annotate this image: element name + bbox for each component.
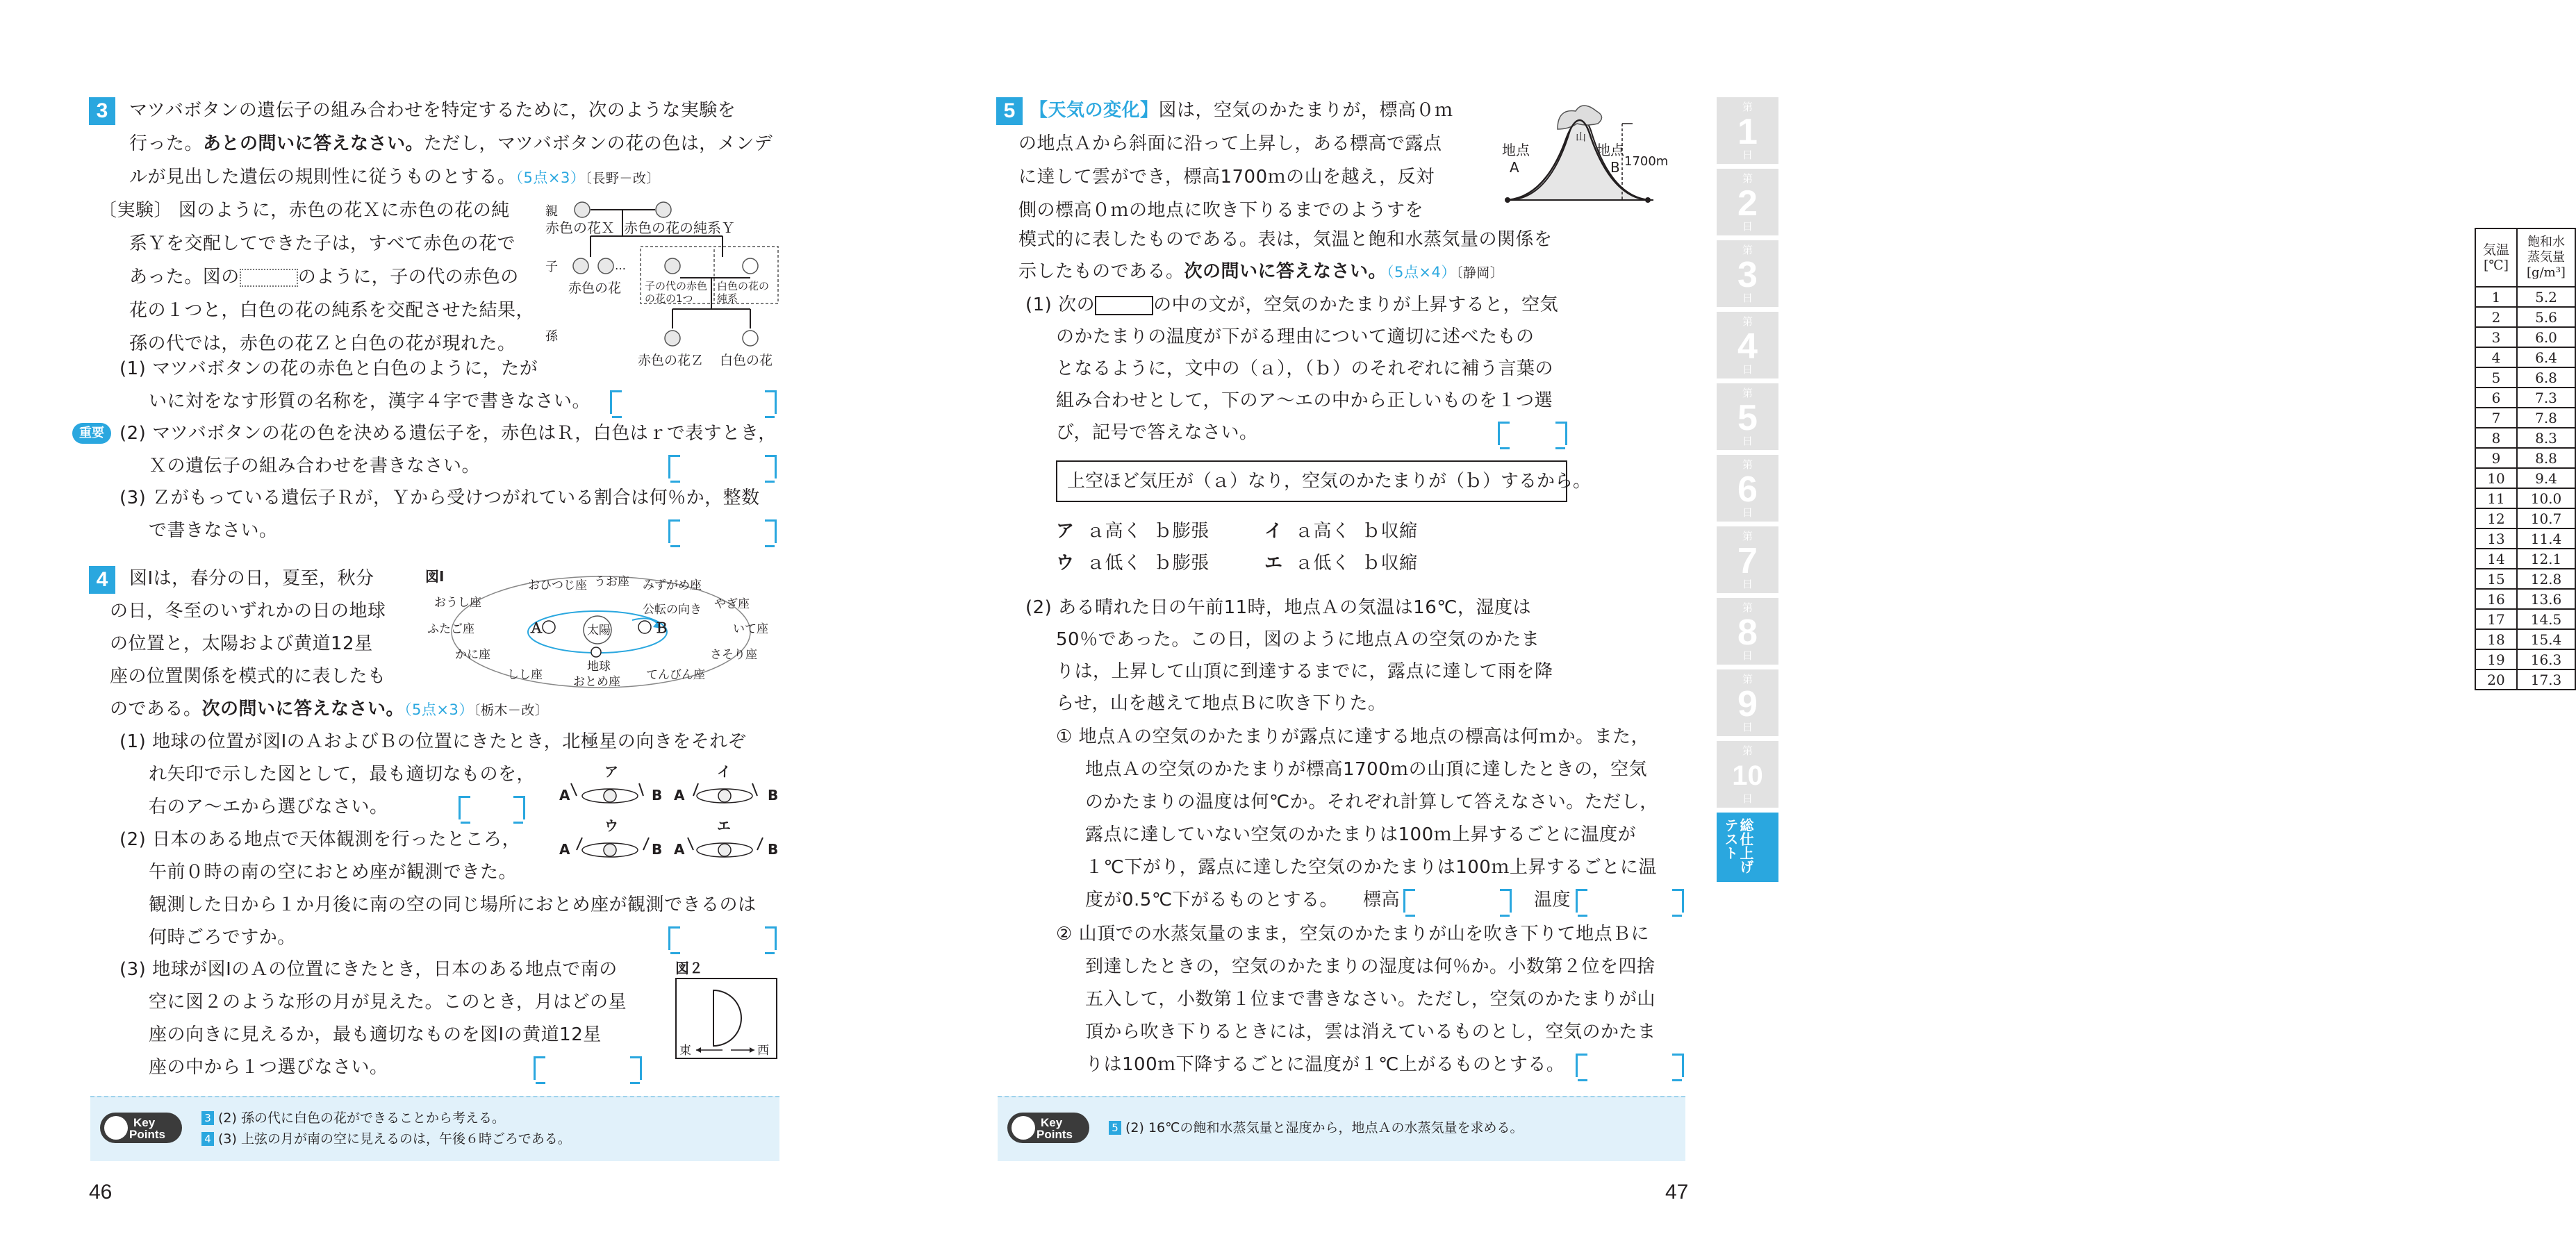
q3-line-1: マツバボタンの遺伝子の組み合わせを特定するために，次のような実験を <box>129 100 736 121</box>
tab-number: 3 <box>1737 255 1758 295</box>
cell-temperature: 5 <box>2475 367 2517 388</box>
saturation-table <box>2475 228 2576 690</box>
tab-number: 10 <box>1732 760 1763 791</box>
choice-i: イ ａ高く ｂ収縮 <box>1264 521 1418 542</box>
label-ondo: 温度 <box>1534 890 1571 910</box>
answer-box-q4-2[interactable] <box>668 926 777 950</box>
q5-sub1-line2: のかたまりの温度が下がる理由について適切に述べたもの <box>1056 326 1535 347</box>
left-page <box>0 0 889 1257</box>
tab-day-6[interactable] <box>1717 455 1778 522</box>
tab-bottom: 日 <box>1742 435 1753 447</box>
svg-text:地点: 地点 <box>1596 142 1624 158</box>
tab-top: 第 <box>1742 745 1753 757</box>
svg-text:A: A <box>559 841 570 858</box>
q3-exp-2: 系Ｙを交配してできた子は，すべて赤色の花で <box>129 233 515 254</box>
svg-text:図Ⅰ: 図Ⅰ <box>425 568 445 585</box>
q3-exp-3: あった。図の のように，子の代の赤色の <box>129 267 519 288</box>
svg-text:ア: ア <box>604 763 618 780</box>
choice-a: ア ａ高く ｂ膨張 <box>1056 521 1209 542</box>
q5-line-1: 【天気の変化】図は，空気のかたまりが，標高０ｍ <box>1030 100 1453 121</box>
cell-saturation: 15.4 <box>2517 629 2575 649</box>
svg-text:うお座: うお座 <box>594 575 629 589</box>
tab-day-7[interactable] <box>1717 526 1778 593</box>
cell-saturation: 6.4 <box>2517 347 2575 367</box>
svg-text:おひつじ座: おひつじ座 <box>528 578 587 592</box>
svg-text:ウ: ウ <box>604 817 618 834</box>
svg-text:いて座: いて座 <box>733 622 768 636</box>
q4-sub1-line3: 右のア～エから選びなさい。 <box>149 797 388 817</box>
tab-top: 第 <box>1742 531 1753 542</box>
cell-saturation: 9.4 <box>2517 468 2575 488</box>
key-points-badge-right: Key Points <box>1007 1113 1089 1143</box>
tab-day-4[interactable] <box>1717 312 1778 378</box>
q5-sub2-2-line2: 到達したときの，空気のかたまりの湿度は何％か。小数第２位を四捨 <box>1085 956 1656 977</box>
tab-bottom: 日 <box>1742 292 1753 304</box>
answer-box-humidity[interactable] <box>1576 1054 1684 1077</box>
answer-box-elevation[interactable] <box>1403 889 1512 913</box>
table-header-vapor: 飽和水 蒸気量 [g/m³] <box>2517 228 2575 287</box>
cell-saturation: 8.3 <box>2517 428 2575 448</box>
keypoint-4: (3) 上弦の月が南の空に見えるのは，午後６時ごろである。 <box>218 1131 571 1147</box>
answer-box-q4-1[interactable] <box>459 796 525 819</box>
tab-bottom: 日 <box>1742 507 1753 519</box>
tab-top: 第 <box>1742 602 1753 614</box>
svg-text:さそり座: さそり座 <box>710 648 757 662</box>
cell-saturation: 7.8 <box>2517 408 2575 428</box>
svg-text:A: A <box>1510 159 1519 176</box>
cell-saturation: 10.7 <box>2517 508 2575 528</box>
q4-sub1-line1: (1) 地球の位置が図ⅠのＡおよびＢの位置にきたとき，北極星の向きをそれぞ <box>119 731 747 752</box>
table-row <box>2475 549 2575 569</box>
tab-top: 第 <box>1742 316 1753 328</box>
table-row <box>2475 649 2575 669</box>
q4-sub1-line2: れ矢印で示した図として，最も適切なものを， <box>149 764 535 785</box>
page-number-right: 47 <box>1665 1181 1689 1204</box>
tab-bottom: 日 <box>1742 221 1753 233</box>
tab-day-2[interactable] <box>1717 169 1778 235</box>
table-row <box>2475 408 2575 428</box>
page-number-left: 46 <box>89 1181 113 1204</box>
svg-text:東: 東 <box>679 1044 691 1058</box>
q3-sub3-line2: で書きなさい。 <box>149 520 278 541</box>
svg-text:B: B <box>1610 159 1620 176</box>
svg-text:地点: 地点 <box>1502 142 1530 158</box>
cell-saturation: 6.8 <box>2517 367 2575 388</box>
q4-sub3-line1: (3) 地球が図ⅠのＡの位置にきたとき，日本のある地点で南の <box>119 959 618 980</box>
q5-sub2-line1: (2) ある晴れた日の午前11時，地点Ａの気温は16℃，湿度は <box>1025 597 1531 618</box>
q3-line-3: ルが見出した遺伝の規則性に従うものとする。（5点×3）〔長野－改〕 <box>129 167 660 188</box>
tab-number: 8 <box>1737 613 1758 653</box>
table-row <box>2475 508 2575 528</box>
q5-sub2-2-line5: りは100ｍ下降するごとに温度が１℃上がるものとする。 <box>1085 1054 1565 1075</box>
table-row <box>2475 569 2575 589</box>
q5-sub2-2-line4: 頂から吹き下りるときには，雲は消えているものとし，空気のかたま <box>1085 1022 1656 1042</box>
q5-sub2-1-line3: のかたまりの温度は何℃か。それぞれ計算して答えなさい。ただし， <box>1085 792 1658 813</box>
table-row <box>2475 307 2575 327</box>
svg-text:てんびん座: てんびん座 <box>646 668 705 682</box>
question-5-number: 5 <box>996 97 1023 125</box>
tab-bottom: 日 <box>1742 722 1753 733</box>
q4-line-4: 座の位置関係を模式的に表したも <box>110 666 386 687</box>
tab-day-1[interactable] <box>1717 97 1778 164</box>
important-badge: 重要 <box>72 423 111 444</box>
q5-line-5: 模式的に表したものである。表は，気温と飽和水蒸気量の関係を <box>1018 229 1553 250</box>
tab-number: 5 <box>1737 398 1758 438</box>
cell-temperature: 8 <box>2475 428 2517 448</box>
svg-text:…: … <box>615 259 626 272</box>
q4-line-2: の日，冬至のいずれかの日の地球 <box>110 601 386 622</box>
cell-temperature: 1 <box>2475 287 2517 307</box>
svg-text:子の代の赤色: 子の代の赤色 <box>645 280 708 292</box>
cell-temperature: 18 <box>2475 629 2517 649</box>
q3-exp-5: 孫の代では，赤色の花Ｚと白色の花が現れた。 <box>129 333 516 354</box>
zodiac-diagram <box>424 566 785 694</box>
statement-box: 上空ほど気圧が（ａ）なり，空気のかたまりが（ｂ）するから。 <box>1056 460 1567 502</box>
q5-sub1-line4: 組み合わせとして，下のア～エの中から正しいものを１つ選 <box>1056 390 1553 411</box>
svg-text:A: A <box>674 787 685 804</box>
key-points-box-right: Key Points 5 (2) 16℃の飽和水蒸気量と湿度から，地点Ａの水蒸気量を求める。 <box>998 1096 1685 1161</box>
q5-sub2-line2: 50％であった。この日，図のように地点Ａの空気のかたま <box>1056 629 1540 650</box>
svg-text:公転の向き: 公転の向き <box>643 603 702 617</box>
label-ko: 子 <box>545 260 558 274</box>
right-page <box>889 0 2566 1257</box>
q5-line-3: に達して雲ができ，標高1700ｍの山を越え，反対 <box>1018 167 1435 188</box>
q4-sub3-line2: 空に図２のような形の月が見えた。このとき，月はどの星 <box>149 992 627 1013</box>
table-row <box>2475 367 2575 388</box>
tab-number: 4 <box>1737 326 1758 367</box>
svg-text:B: B <box>768 787 779 804</box>
q5-sub2-2-line3: 五入して，小数第１位まで書きなさい。ただし，空気のかたまりが山 <box>1085 989 1656 1010</box>
q5-line-2: の地点Ａから斜面に沿って上昇し，ある標高で露点 <box>1018 133 1442 154</box>
label-red-flowers: 赤色の花 <box>568 281 622 296</box>
key-points-box: Key Points 3 (2) 孫の代に白色の花ができることから考える。 4 (3) 上弦の月が南の空に見えるのは，午後６時ごろである。 <box>90 1096 779 1161</box>
svg-text:純系: 純系 <box>717 292 738 305</box>
table-row <box>2475 488 2575 508</box>
north-star-options <box>556 763 785 867</box>
cell-saturation: 7.3 <box>2517 388 2575 408</box>
tab-day-9[interactable] <box>1717 669 1778 736</box>
q5-sub2-1-line4: 露点に達していない空気のかたまりは100ｍ上昇するごとに温度が <box>1085 824 1637 845</box>
svg-text:やぎ座: やぎ座 <box>714 597 750 611</box>
q3-line-2: 行った。あとの問いに答えなさい。ただし，マツバボタンの花の色は，メンデ <box>129 133 773 154</box>
q5-line-6: 示したものである。次の問いに答えなさい。（5点×4）〔静岡〕 <box>1018 261 1504 282</box>
cell-temperature: 16 <box>2475 589 2517 609</box>
svg-text:B: B <box>652 841 663 858</box>
label-y: 赤色の花の純系Ｙ <box>624 219 735 236</box>
svg-text:ふたご座: ふたご座 <box>427 622 474 636</box>
label-x: 赤色の花Ｘ <box>545 219 615 236</box>
tab-number: 9 <box>1737 684 1758 724</box>
svg-text:の花の1つ: の花の1つ <box>645 292 693 305</box>
cell-saturation: 11.4 <box>2517 528 2575 549</box>
q3-exp-1: 〔実験〕 図のように，赤色の花Ｘに赤色の花の純 <box>99 200 510 221</box>
table-row <box>2475 468 2575 488</box>
tab-bottom: 日 <box>1742 793 1753 805</box>
q5-sub1-line1: (1) 次の の中の文が，空気のかたまりが上昇すると，空気 <box>1025 294 1559 315</box>
cell-temperature: 15 <box>2475 569 2517 589</box>
q4-line-3: の位置と，太陽および黄道12星 <box>110 633 373 654</box>
label-hyoko: 標高 <box>1363 890 1401 910</box>
tab-number: 1 <box>1737 112 1758 152</box>
fig2-title: 図２ <box>675 960 703 976</box>
answer-box-q3-2[interactable] <box>668 455 777 478</box>
q4-sub2-line4: 何時ごろですか。 <box>149 927 296 948</box>
cell-saturation: 8.8 <box>2517 448 2575 468</box>
cell-saturation: 13.6 <box>2517 589 2575 609</box>
cell-saturation: 5.6 <box>2517 307 2575 327</box>
label-mago: 孫 <box>545 329 558 344</box>
svg-text:かに座: かに座 <box>455 648 490 662</box>
mountain-figure <box>1494 96 1669 207</box>
q5-sub1-line5: び，記号で答えなさい。 <box>1056 422 1258 443</box>
q5-sub2-1-line2: 地点Ａの空気のかたまりが標高1700ｍの山頂に達したときの，空気 <box>1085 759 1648 780</box>
cell-temperature: 20 <box>2475 669 2517 690</box>
cell-saturation: 17.3 <box>2517 669 2575 690</box>
tab-bottom: 日 <box>1742 149 1753 161</box>
cell-saturation: 5.2 <box>2517 287 2575 307</box>
tab-day-10[interactable] <box>1717 741 1778 808</box>
q4-sub2-line3: 観測した日から１か月後に南の空の同じ場所におとめ座が観測できるのは <box>149 894 757 915</box>
answer-box-temperature[interactable] <box>1576 889 1684 913</box>
tab-top: 第 <box>1742 244 1753 256</box>
svg-text:白色の花の: 白色の花の <box>717 280 770 292</box>
table-row <box>2475 528 2575 549</box>
label-z: 赤色の花Ｚ <box>638 353 704 368</box>
tab-top: 第 <box>1742 101 1753 113</box>
answer-box-q4-3[interactable] <box>534 1056 642 1080</box>
q5-sub1-line3: となるように，文中の（ａ），（ｂ）のそれぞれに補う言葉の <box>1056 358 1554 379</box>
tab-day-5[interactable] <box>1717 383 1778 450</box>
table-row <box>2475 347 2575 367</box>
svg-text:太陽: 太陽 <box>587 624 611 638</box>
cell-saturation: 6.0 <box>2517 327 2575 347</box>
tab-number: 6 <box>1737 469 1758 510</box>
svg-text:西: 西 <box>757 1044 769 1058</box>
keypoint-3: (2) 孫の代に白色の花ができることから考える。 <box>218 1110 505 1126</box>
q5-sub2-line4: らせ，山を越えて地点Ｂに吹き下りた。 <box>1056 693 1387 714</box>
cell-temperature: 10 <box>2475 468 2517 488</box>
heredity-diagram <box>542 191 785 378</box>
answer-box-q3-1[interactable] <box>610 390 777 414</box>
cell-temperature: 3 <box>2475 327 2517 347</box>
svg-text:B: B <box>652 787 663 804</box>
answer-box-q5-1[interactable] <box>1498 422 1567 445</box>
tab-number: 2 <box>1737 183 1758 224</box>
svg-text:みずがめ座: みずがめ座 <box>643 578 702 592</box>
cell-temperature: 19 <box>2475 649 2517 669</box>
svg-text:しし座: しし座 <box>507 668 543 682</box>
cell-temperature: 12 <box>2475 508 2517 528</box>
svg-text:エ: エ <box>717 817 731 834</box>
cell-temperature: 14 <box>2475 549 2517 569</box>
svg-text:おとめ座: おとめ座 <box>573 675 620 689</box>
tab-bottom: 日 <box>1742 364 1753 376</box>
cell-temperature: 4 <box>2475 347 2517 367</box>
q3-exp-4: 花の１つと，白色の花の純系を交配させた結果， <box>129 300 535 321</box>
q5-sub2-2-line1: ② 山頂での水蒸気量のまま，空気のかたまりが山を吹き下りて地点Ｂに <box>1056 924 1650 944</box>
svg-text:A: A <box>559 787 570 804</box>
svg-text:A: A <box>674 841 685 858</box>
cell-saturation: 12.8 <box>2517 569 2575 589</box>
cell-saturation: 10.0 <box>2517 488 2575 508</box>
svg-text:山: 山 <box>1576 131 1587 143</box>
svg-text:イ: イ <box>717 763 731 780</box>
tab-top: 第 <box>1742 388 1753 399</box>
label-white: 白色の花 <box>720 353 773 368</box>
tab-top: 第 <box>1742 459 1753 471</box>
q5-sub2-line3: りは，上昇して山頂に到達するまでに，露点に達して雨を降 <box>1056 661 1553 682</box>
svg-text:Ｂ: Ｂ <box>654 619 668 636</box>
q4-line-1: 図Ⅰは，春分の日，夏至，秋分 <box>129 568 374 589</box>
q3-sub1-line2: いに対をなす形質の名称を，漢字４字で書きなさい。 <box>149 391 591 412</box>
table-header-temp: 気温 [℃] <box>2475 228 2517 287</box>
q3-sub1-line1: (1) マツバボタンの花の赤色と白色のように，たが <box>119 358 538 379</box>
tab-day-8[interactable] <box>1717 598 1778 665</box>
q4-sub3-line3: 座の向きに見えるか，最も適切なものを図Ⅰの黄道12星 <box>149 1024 602 1045</box>
moon-figure <box>675 978 778 1060</box>
table-row <box>2475 428 2575 448</box>
q5-sub2-1-line5: １℃下がり，露点に達した空気のかたまりは100ｍ上昇するごとに温 <box>1085 857 1657 878</box>
q5-line-4: 側の標高０ｍの地点に吹き下りるまでのようすを <box>1018 200 1424 221</box>
tab-top: 第 <box>1742 173 1753 185</box>
cell-temperature: 11 <box>2475 488 2517 508</box>
q3-sub2-line2: Ｘの遺伝子の組み合わせを書きなさい。 <box>149 456 481 476</box>
choice-u: ウ ａ低く ｂ膨張 <box>1056 553 1209 574</box>
table-row <box>2475 327 2575 347</box>
cell-saturation: 14.5 <box>2517 609 2575 629</box>
answer-box-q3-3[interactable] <box>668 519 777 543</box>
keypoint-5: (2) 16℃の飽和水蒸気量と湿度から，地点Ａの水蒸気量を求める。 <box>1125 1120 1524 1135</box>
cell-temperature: 6 <box>2475 388 2517 408</box>
cell-temperature: 9 <box>2475 448 2517 468</box>
q5-sub2-1-line6: 度が0.5℃下がるものとする。 <box>1085 890 1339 910</box>
tab-top: 第 <box>1742 674 1753 685</box>
tab-bottom: 日 <box>1742 650 1753 662</box>
q4-line-5: のである。次の問いに答えなさい。（5点×3）〔栃木－改〕 <box>110 699 549 719</box>
choice-e: エ ａ低く ｂ収縮 <box>1264 553 1418 574</box>
cell-temperature: 2 <box>2475 307 2517 327</box>
height-label: 1700m <box>1624 154 1669 169</box>
q3-sub3-line1: (3) Ｚがもっている遺伝子Ｒが，Ｙから受けつがれている割合は何％か，整数 <box>119 488 760 508</box>
cell-temperature: 13 <box>2475 528 2517 549</box>
q5-sub2-1-line1: ① 地点Ａの空気のかたまりが露点に達する地点の標高は何ｍか。また， <box>1056 726 1650 747</box>
cell-saturation: 16.3 <box>2517 649 2575 669</box>
svg-text:地球: 地球 <box>587 660 611 674</box>
tab-number: 7 <box>1737 541 1758 581</box>
q4-sub2-line1: (2) 日本のある地点で天体観測を行ったところ， <box>119 829 521 850</box>
svg-text:B: B <box>768 841 779 858</box>
tab-day-3[interactable] <box>1717 240 1778 307</box>
q3-sub2-line1: (2) マツバボタンの花の色を決める遺伝子を，赤色はＲ，白色はｒで表すとき， <box>119 423 777 444</box>
q4-sub3-line4: 座の中から１つ選びなさい。 <box>149 1057 388 1078</box>
table-row <box>2475 287 2575 307</box>
q4-sub2-line2: 午前０時の南の空におとめ座が観測できた。 <box>149 862 518 883</box>
question-3-number: 3 <box>89 97 115 125</box>
table-row <box>2475 448 2575 468</box>
table-row <box>2475 589 2575 609</box>
key-points-badge: Key Points <box>100 1113 182 1143</box>
label-oya: 親 <box>545 204 558 219</box>
table-row <box>2475 629 2575 649</box>
table-row <box>2475 669 2575 690</box>
cell-saturation: 12.1 <box>2517 549 2575 569</box>
tab-bottom: 日 <box>1742 578 1753 590</box>
question-4-number: 4 <box>89 566 115 594</box>
cell-temperature: 17 <box>2475 609 2517 629</box>
svg-text:おうし座: おうし座 <box>434 596 481 610</box>
table-row <box>2475 388 2575 408</box>
svg-text:Ａ: Ａ <box>529 619 543 636</box>
table-row <box>2475 609 2575 629</box>
cell-temperature: 7 <box>2475 408 2517 428</box>
tab-final-test[interactable]: 総仕上げ テスト <box>1717 813 1778 882</box>
